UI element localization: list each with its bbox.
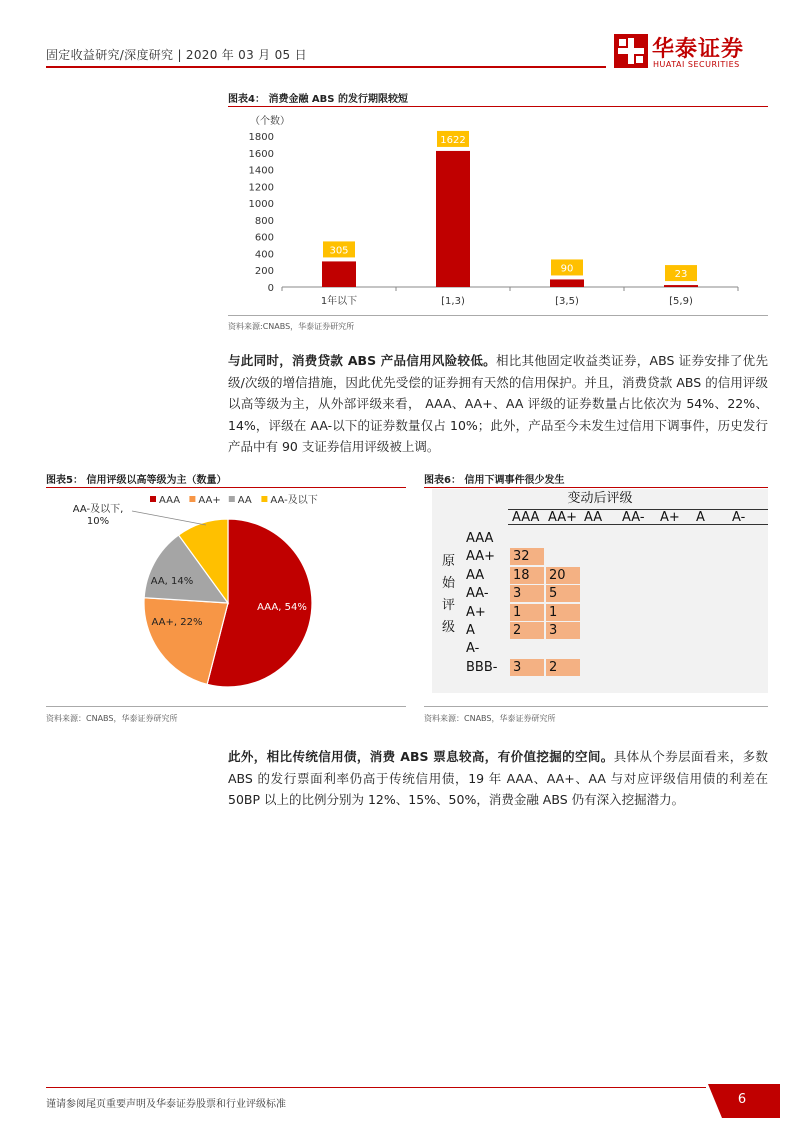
figure5-pie-chart bbox=[46, 489, 406, 701]
table-cell: 32 bbox=[510, 548, 544, 565]
table-column-header: A bbox=[696, 510, 705, 525]
y-tick-label: 1400 bbox=[248, 165, 274, 177]
leader-line bbox=[132, 511, 206, 525]
footer-rule bbox=[46, 1087, 706, 1088]
table-row-header: AA+ bbox=[466, 549, 496, 565]
table-column-header: A- bbox=[732, 510, 746, 525]
table-cell: 5 bbox=[546, 585, 580, 602]
legend-swatch bbox=[189, 496, 195, 502]
figure6-top-rule bbox=[424, 487, 768, 488]
slice-label: AA+, 22% bbox=[151, 617, 203, 628]
slice-label: AAA, 54% bbox=[257, 602, 307, 613]
table-cell: 3 bbox=[546, 622, 580, 639]
table-row-header: BBB- bbox=[466, 659, 498, 675]
table-cell: 3 bbox=[510, 585, 544, 602]
paragraph-coupon-lead: 此外，相比传统信用债，消费 ABS 票息较高，有价值挖掘的空间。 bbox=[228, 749, 614, 764]
paragraph-coupon bbox=[228, 746, 768, 811]
table-row-group-label: 原 bbox=[442, 554, 456, 569]
y-tick-label: 1000 bbox=[248, 199, 274, 211]
legend-label: AA+ bbox=[198, 495, 221, 506]
table-column-header: AA bbox=[584, 510, 603, 525]
figure5-title: 图表5： 信用评级以高等级为主（数量） bbox=[46, 475, 227, 486]
y-axis-unit-label: （个数） bbox=[250, 116, 290, 127]
x-tick-label: [3,5) bbox=[555, 296, 579, 307]
table-row-header: A- bbox=[466, 641, 480, 657]
paragraph-credit-risk-body: 相比其他固定收益类证券，ABS 证券安排了优先级/次级的增信措施，因此优先受偿的证券拥有天然的信用保护。并且，消费贷款 ABS 的信用评级以高等级为主，从外部评级来看， AAA、AA+、AA 评级的证券数量占比依次为 54%、22%、14%，评级在 AA-以下的证券数量仅占 10%；此外，产品至今未发生过信用下调事件，历史发行产品中有 90 支证券信用评级被上调。 bbox=[228, 353, 768, 454]
figure5-bottom-rule bbox=[46, 706, 406, 707]
slice-label: AA-及以下, bbox=[72, 504, 124, 515]
legend-swatch bbox=[150, 496, 156, 502]
paragraph-coupon-body: 具体从个券层面看来，多数 ABS 的发行票面利率仍高于传统信用债，19 年 AAA、AA+、AA 与对应评级信用债的利差在 50BP 以上的比例分别为 12%、15%、50%，消费金融 ABS 仍有深入挖掘潜力。 bbox=[228, 749, 768, 807]
footer-disclaimer: 谨请参阅尾页重要声明及华泰证券股票和行业评级标准 bbox=[46, 1099, 286, 1110]
table-row-group-label: 级 bbox=[442, 620, 456, 635]
figure6-rating-table bbox=[432, 489, 768, 693]
data-label: 305 bbox=[329, 245, 349, 257]
paragraph-credit-risk-lead: 与此同时，消费贷款 ABS 产品信用风险较低。 bbox=[228, 353, 496, 368]
table-row-header: AAA bbox=[466, 531, 494, 546]
header-rule bbox=[46, 66, 606, 68]
y-tick-label: 1200 bbox=[248, 182, 274, 194]
slice-label: AA, 14% bbox=[150, 576, 194, 587]
logo-subtext: HUATAI SECURITIES bbox=[653, 60, 740, 69]
figure5-top-rule bbox=[46, 487, 406, 488]
data-label: 1622 bbox=[440, 134, 466, 146]
figure4-top-rule bbox=[228, 106, 768, 107]
table-row-header: A+ bbox=[466, 604, 486, 620]
y-tick-label: 400 bbox=[254, 249, 274, 261]
logo-text: 华泰证券 bbox=[652, 37, 745, 62]
table-row-header: AA bbox=[466, 567, 485, 583]
legend-swatch bbox=[229, 496, 235, 502]
figure4-bar-chart bbox=[228, 108, 768, 310]
huatai-logo-icon bbox=[614, 34, 648, 68]
legend-label: AA bbox=[237, 495, 252, 506]
table-cell: 1 bbox=[546, 604, 580, 621]
table-cell: 18 bbox=[510, 567, 544, 584]
legend-swatch bbox=[261, 496, 267, 502]
paragraph-credit-risk bbox=[228, 350, 768, 458]
figure6-bottom-rule bbox=[424, 706, 768, 707]
figure6-source: 资料来源：CNABS，华泰证券研究所 bbox=[424, 714, 556, 723]
bar bbox=[550, 279, 584, 287]
table-column-header: AAA bbox=[512, 510, 540, 525]
page-number: 6 bbox=[737, 1092, 747, 1107]
table-column-header: AA+ bbox=[548, 510, 578, 525]
y-tick-label: 1600 bbox=[248, 148, 274, 160]
table-row-header: AA- bbox=[466, 586, 489, 602]
header-text: 固定收益研究/深度研究 | 2020 年 03 月 05 日 bbox=[46, 48, 307, 62]
figure5-source: 资料来源：CNABS，华泰证券研究所 bbox=[46, 714, 178, 723]
table-row-header: A bbox=[466, 623, 475, 638]
bar bbox=[436, 151, 470, 287]
slice-label-value: 10% bbox=[86, 516, 110, 527]
table-row-group-label: 始 bbox=[442, 576, 456, 591]
x-tick-label: 1年以下 bbox=[320, 296, 358, 307]
y-tick-label: 1800 bbox=[248, 132, 274, 143]
table-cell: 2 bbox=[546, 659, 580, 676]
bar bbox=[322, 261, 356, 287]
data-label: 90 bbox=[560, 263, 574, 275]
figure4-title: 图表4： 消费金融 ABS 的发行期限较短 bbox=[228, 94, 408, 105]
table-cell: 3 bbox=[510, 659, 544, 676]
table-cell: 2 bbox=[510, 622, 544, 639]
legend-label: AAA bbox=[159, 495, 181, 506]
y-tick-label: 200 bbox=[254, 266, 274, 278]
table-row-group-label: 评 bbox=[442, 598, 456, 613]
y-tick-label: 600 bbox=[254, 232, 274, 244]
table-cell: 1 bbox=[510, 604, 544, 621]
table-cell: 20 bbox=[546, 567, 580, 584]
figure6-title: 图表6： 信用下调事件很少发生 bbox=[424, 475, 565, 486]
bar bbox=[664, 285, 698, 287]
y-tick-label: 0 bbox=[267, 283, 274, 294]
figure4-bottom-rule bbox=[228, 315, 768, 316]
y-tick-label: 800 bbox=[254, 215, 274, 227]
table-column-group-header: 变动后评级 bbox=[567, 491, 633, 506]
table-column-header: AA- bbox=[622, 510, 645, 525]
data-label: 23 bbox=[674, 269, 688, 281]
legend-label: AA-及以下 bbox=[270, 495, 318, 506]
table-column-header: A+ bbox=[660, 510, 680, 525]
x-tick-label: [5,9) bbox=[669, 296, 693, 307]
figure4-source: 资料来源:CNABS，华泰证券研究所 bbox=[228, 322, 355, 331]
x-tick-label: [1,3) bbox=[441, 296, 465, 307]
